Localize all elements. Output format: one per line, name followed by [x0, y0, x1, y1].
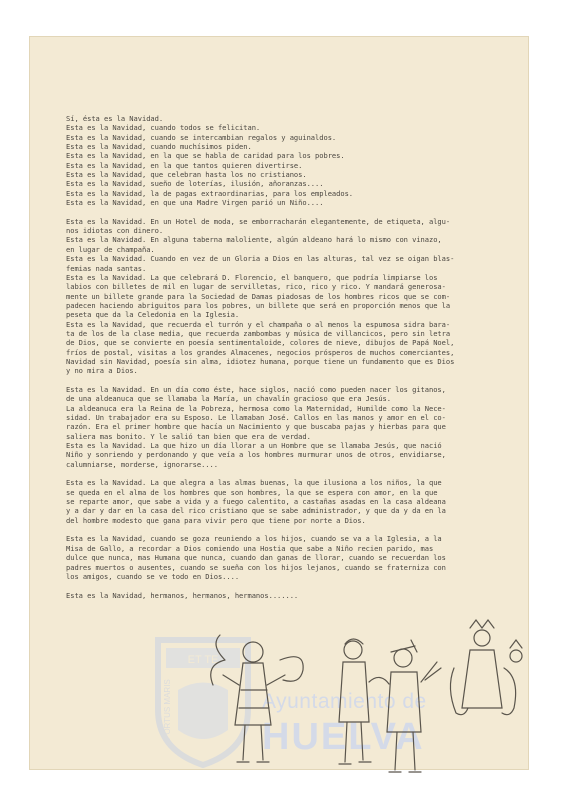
text-line: Esta es la Navidad, sueño de loterías, ilusión, añoranzas.... [66, 179, 324, 189]
text-line: ta de los de la clase media, que recuerda zambombas y música de villancicos, pero sin letra [66, 328, 451, 338]
text-line: y no mira a Dios. [66, 366, 138, 376]
text-line: Esta es la Navidad, en que una Madre Virgen parió un Niño.... [66, 198, 324, 208]
text-line: Esta es la Navidad, que celebran hasta los no cristianos. [66, 170, 307, 180]
text-line: padecen haciendo abriguitos para los pobres, un billete que será en proporción menos que la [66, 300, 451, 310]
text-line: nos idiotas con dinero. [66, 226, 164, 236]
text-line: Niño y sonriendo y perdonando y que veía a los hombres murmurar unos de otros, envidiarse, [66, 450, 446, 460]
shield-top-text: ET TE [187, 654, 219, 666]
text-line: y a dar y dar en la casa del rico cristiano que se sabe administrador, y que da y da en la [66, 506, 446, 516]
text-line: Esta es la Navidad. Cuando en vez de un Gloria a Dios en las alturas, tal vez se oigan blas- [66, 254, 455, 264]
paragraph [66, 534, 516, 581]
text-line: Esta es la Navidad, hermanos, hermanos, hermanos....... [66, 590, 299, 600]
text-line: Esta es la Navidad. En un día como éste, hace siglos, nació como pueden nacer los gitanos, [66, 384, 446, 394]
text-line: Sí, ésta es la Navidad. [66, 114, 164, 123]
text-line: Esta es la Navidad. La que alegra a las almas buenas, la que ilusiona a los niños, la que [66, 478, 442, 488]
text-line: femias nada santas. [66, 263, 147, 273]
text-line: Esta es la Navidad. En alguna taberna maloliente, algún aldeano hará lo mismo con vinazo, [66, 235, 442, 245]
sketch-kings [440, 618, 530, 728]
text-line: Navidad sin Navidad, poesía sin alma, idiotez humana, porque tiene un fundamento que es Dios [66, 356, 455, 366]
text-line: fríos de postal, visitas a los grandes Almacenes, negocios prósperos de muchos comerciantes, [66, 347, 455, 357]
text-line: de Dios, que se convierte en poesía sentimentaloide, colores de nieve, dibujos de Papá Noel, [66, 338, 455, 348]
watermark-line1: Ayuntamiento de [262, 690, 427, 713]
text-line: padres muertos o ausentes, cuando se sueña con los hijos lejanos, cuando se fraterniza con [66, 562, 446, 572]
text-line: Esta es la Navidad, cuando muchísimos piden. [66, 142, 252, 152]
text-line: Esta es la Navidad, la de pagas extraordinarias, para los empleados. [66, 188, 354, 198]
paragraph [66, 217, 516, 376]
text-line: La aldeanuca era la Reina de la Pobreza, hermosa como la Maternidad, Humilde como la Nece- [66, 403, 446, 413]
paragraph [66, 385, 516, 469]
text-line: Esta es la Navidad. La que hizo un día llorar a un Hombre que se llamaba Jesús, que nació [66, 441, 442, 451]
text-line: dulce que nunca, mas Humana que nunca, cuando dan ganas de llorar, cuando se recuerdan los [66, 553, 446, 563]
text-line: labios con billetes de mil en lugar de servilletas, rico, rico y rico. Y mandará generosa- [66, 282, 446, 292]
text-line: del hombre modesto que gana para vivir pero que tiene por norte a Dios. [66, 515, 366, 525]
text-line: en lugar de champaña. [66, 244, 155, 254]
text-line: calumniarse, morderse, ignorarse.... [66, 459, 218, 469]
text-line: de una aldeanuca que se llamaba la María, un chavalín gracioso que era Jesús. [66, 394, 392, 404]
text-line: peseta que da la Celedonia en la Iglesia. [66, 310, 240, 320]
text-line: Esta es la Navidad, en la que se habla de caridad para los pobres. [66, 151, 345, 161]
typewritten-body [66, 114, 516, 609]
text-line: Misa de Gallo, a recordar a Dios comiendo una Hostia que sabe a Niño recien parido, mas [66, 543, 434, 553]
text-line: razón. Era el primer hombre que hacía un Nacimiento y que buscaba pajas y hierbas para que [66, 422, 446, 432]
text-line: se queda en el alma de los hombres que son hombres, la que se espera con amor, en la que [66, 487, 438, 497]
paragraph [66, 114, 516, 207]
text-line: Esta es la Navidad, cuando todos se felicitan. [66, 123, 261, 133]
text-line: Esta es la Navidad, cuando se intercambian regalos y aguinaldos. [66, 132, 337, 142]
text-line: mente un billete grande para la Sociedad de Damas piadosas de los hombres ricos que se com- [66, 291, 451, 301]
sketch-shepherds [325, 632, 445, 782]
text-line: Esta es la Navidad. En un Hotel de moda, se emborracharán elegantemente, de etiqueta, algu- [66, 216, 451, 226]
text-line: Esta es la Navidad, cuando se goza reuniendo a los hijos, cuando se va a la Iglesia, a la [66, 534, 442, 544]
watermark-line2: HUELVA [262, 716, 425, 758]
paragraph [66, 591, 516, 600]
text-line: sidad. Un trabajador era su Esposo. Le llamaban José. Callos en las manos y amor en el co- [66, 413, 446, 422]
text-line: saliera mas bonito. Y le salió tan bien que era de verdad. [66, 431, 311, 441]
text-line: Esta es la Navidad, en la que tantos quieren divertirse. [66, 160, 303, 170]
text-line: los amigos, cuando se ve todo en Dios.... [66, 571, 240, 581]
text-line: Esta es la Navidad, que recuerda el turrón y el champaña o al menos la espumosa sidra bara- [66, 319, 451, 329]
text-line: Esta es la Navidad. La que celebrará D. Florencio, el banquero, que podría limpiarse los [66, 272, 438, 282]
shield-side-text: PORTUS MARIS [163, 679, 172, 740]
sketch-angel-figure [205, 630, 315, 780]
text-line: se reparte amor, que sabe a vida y a fuego calentito, a castañas asadas en la casa aldeana [66, 497, 446, 507]
paragraph [66, 478, 516, 525]
